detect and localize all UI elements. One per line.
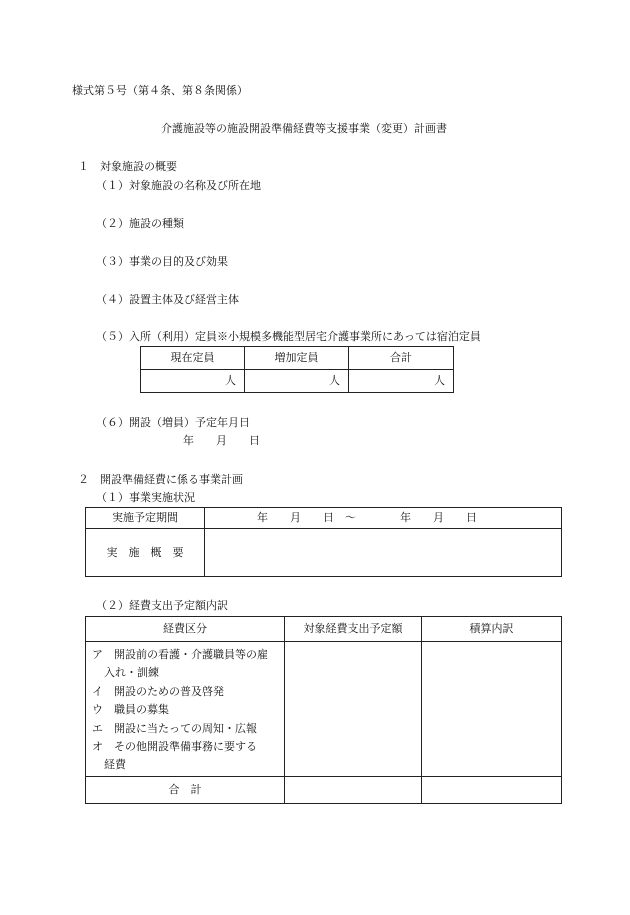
expense-header-breakdown: 積算内訳: [422, 617, 562, 642]
document-title: 介護施設等の施設開設準備経費等支援事業（変更）計画書: [161, 122, 447, 135]
period-label: 実施予定期間: [86, 508, 205, 529]
expense-category-item: 入れ・訓練: [104, 666, 159, 680]
expense-total-breakdown-cell[interactable]: [422, 777, 562, 804]
unit-label: 人: [329, 374, 340, 387]
period-value: 年 月 日 〜 年 月 日: [257, 511, 477, 524]
summary-label: 実 施 概 要: [86, 529, 205, 577]
form-number: 様式第５号（第４条、第８条関係）: [72, 84, 248, 97]
section1-heading: １ 対象施設の概要: [78, 160, 177, 173]
expense-header-amount: 対象経費支出予定額: [285, 617, 422, 642]
capacity-current-cell[interactable]: [141, 370, 245, 393]
capacity-header-current: 現在定員: [141, 347, 245, 370]
period-value-cell[interactable]: [205, 508, 562, 529]
capacity-header-total: 合計: [349, 347, 454, 370]
expense-amount-cell[interactable]: [285, 642, 422, 777]
capacity-total-cell[interactable]: [349, 370, 454, 393]
capacity-table: [140, 346, 454, 393]
capacity-header-increase: 増加定員: [245, 347, 349, 370]
section1-item-3: （３）事業の目的及び効果: [96, 255, 228, 268]
section1-item-2: （２）施設の種類: [96, 217, 184, 230]
expense-header-category: 経費区分: [86, 617, 285, 642]
unit-label: 人: [225, 374, 236, 387]
section1-item-1: （１）対象施設の名称及び所在地: [96, 179, 261, 192]
expense-category-item: 経費: [104, 758, 126, 772]
section1-item-4: （４）設置主体及び経営主体: [96, 293, 239, 306]
schedule-table: [85, 507, 562, 577]
capacity-increase-cell[interactable]: [245, 370, 349, 393]
section2-sub1: （１）事業実施状況: [96, 491, 195, 504]
expense-category-item: ウ 職員の募集: [92, 703, 169, 717]
section1-item-5: （５）入所（利用）定員※小規模多機能型居宅介護事業所にあっては宿泊定員: [96, 330, 481, 343]
section2-sub2: （２）経費支出予定額内訳: [96, 599, 228, 612]
expense-table: [85, 616, 562, 804]
expense-breakdown-cell[interactable]: [422, 642, 562, 777]
expense-category-item: イ 開設のための普及啓発: [92, 684, 224, 698]
expense-total-amount-cell[interactable]: [285, 777, 422, 804]
section2-heading: ２ 開設準備経費に係る事業計画: [78, 473, 243, 486]
summary-value-cell[interactable]: [205, 529, 562, 577]
section1-item-6: （６）開設（増員）予定年月日: [96, 416, 250, 429]
unit-label: 人: [434, 374, 445, 387]
expense-category-item: オ その他開設準備事務に要する: [92, 740, 257, 754]
opening-date-line: 年 月 日: [183, 434, 260, 447]
expense-total-label: 合 計: [86, 777, 285, 804]
expense-category-item: ア 開設前の看護・介護職員等の雇: [92, 648, 268, 661]
expense-category-list: [86, 642, 285, 777]
expense-category-item: エ 開設に当たっての周知・広報: [92, 721, 257, 735]
